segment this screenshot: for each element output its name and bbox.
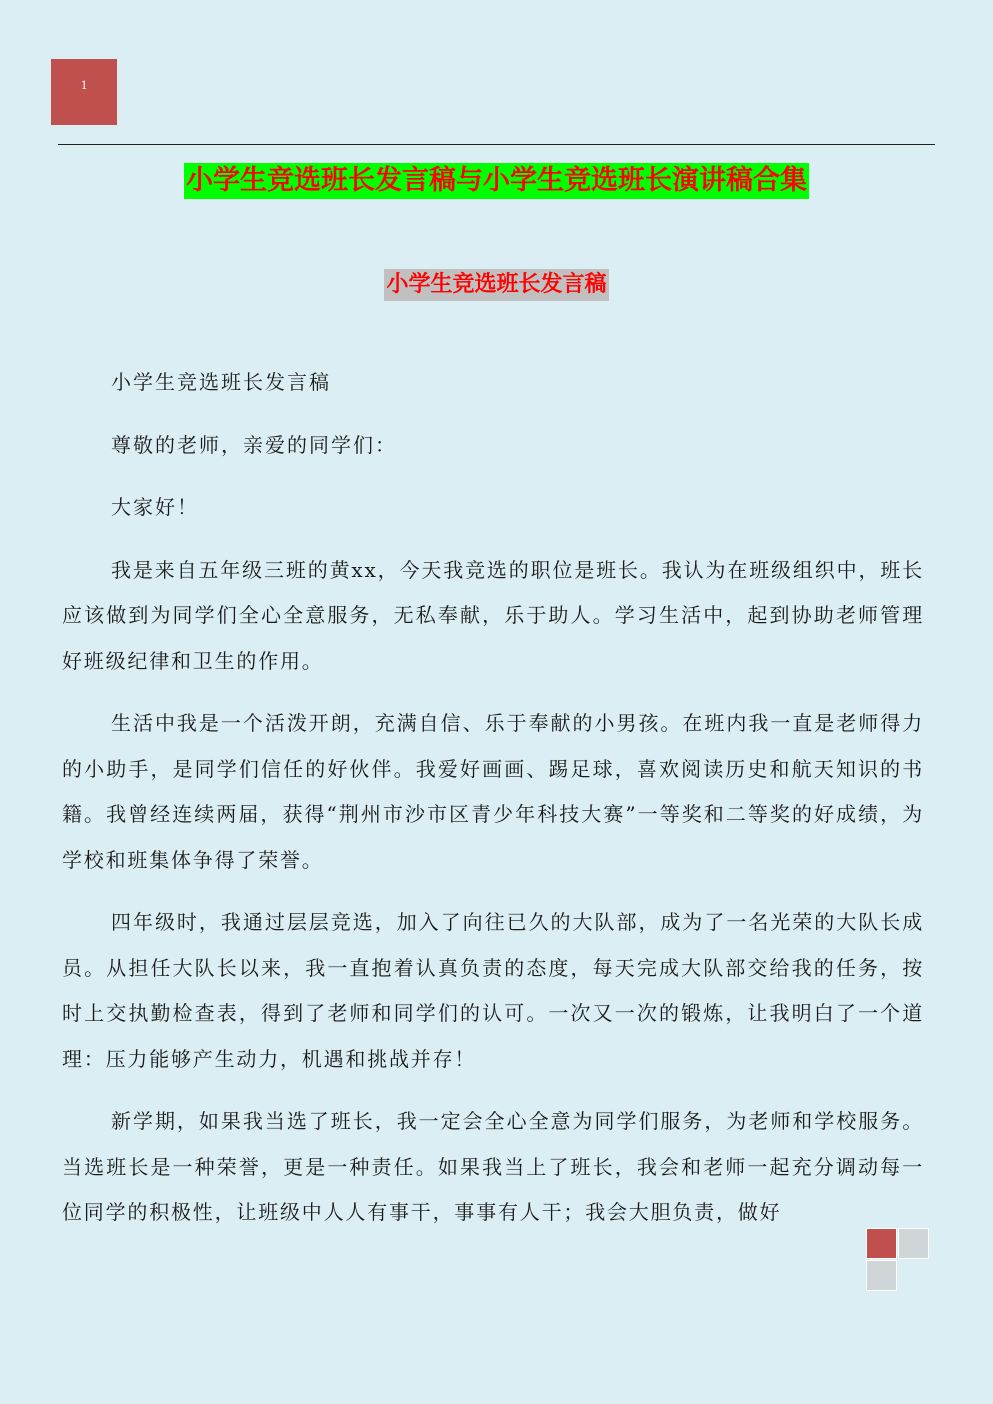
page-number: 1 [80, 77, 88, 92]
header-divider [58, 144, 935, 145]
paragraph: 生活中我是一个活泼开朗，充满自信、乐于奉献的小男孩。在班内我一直是老师得力的小助手，是同学们信任的好伙伴。我爱好画画、踢足球，喜欢阅读历史和航天知识的书籍。我曾经连续两届，获得“荆州市沙市区青少年科技大赛”一等奖和二等奖的好成绩，为学校和班集体争得了荣誉。 [62, 711, 924, 872]
paragraph: 我是来自五年级三班的黄xx，今天我竞选的职位是班长。我认为在班级组织中，班长应该做到为同学们全心全意服务，无私奉献，乐于助人。学习生活中，起到协助老师管理好班级纪律和卫生的作用。 [62, 557, 924, 673]
decor-square-red [866, 1228, 897, 1259]
paragraph: 四年级时，我通过层层竞选，加入了向往已久的大队部，成为了一名光荣的大队长成员。从担任大队长以来，我一直抱着认真负责的态度，每天完成大队部交给我的任务，按时上交执勤检查表，得到了老师和同学们的认可。一次又一次的锻炼，让我明白了一个道理：压力能够产生动力，机遇和挑战并存！ [62, 910, 924, 1071]
paragraph: 尊敬的老师，亲爱的同学们： [111, 432, 397, 457]
document-body [62, 360, 924, 1253]
decor-square-gray [866, 1260, 897, 1291]
decor-square-gray [898, 1228, 929, 1259]
corner-decoration [866, 1228, 934, 1294]
page-number-badge [51, 59, 117, 125]
section-heading: 小学生竞选班长发言稿 [384, 269, 608, 301]
document-title: 小学生竞选班长发言稿与小学生竞选班长演讲稿合集 [184, 163, 809, 199]
paragraph: 小学生竞选班长发言稿 [111, 370, 331, 394]
paragraph: 新学期，如果我当选了班长，我一定会全心全意为同学们服务，为老师和学校服务。当选班长是一种荣誉，更是一种责任。如果我当上了班长，我会和老师一起充分调动每一位同学的积极性，让班级中人人有事干，事事有人干；我会大胆负责，做好 [62, 1109, 924, 1224]
sub-title-container [0, 269, 993, 301]
paragraph: 大家好！ [111, 495, 199, 519]
main-title-container [0, 163, 993, 199]
